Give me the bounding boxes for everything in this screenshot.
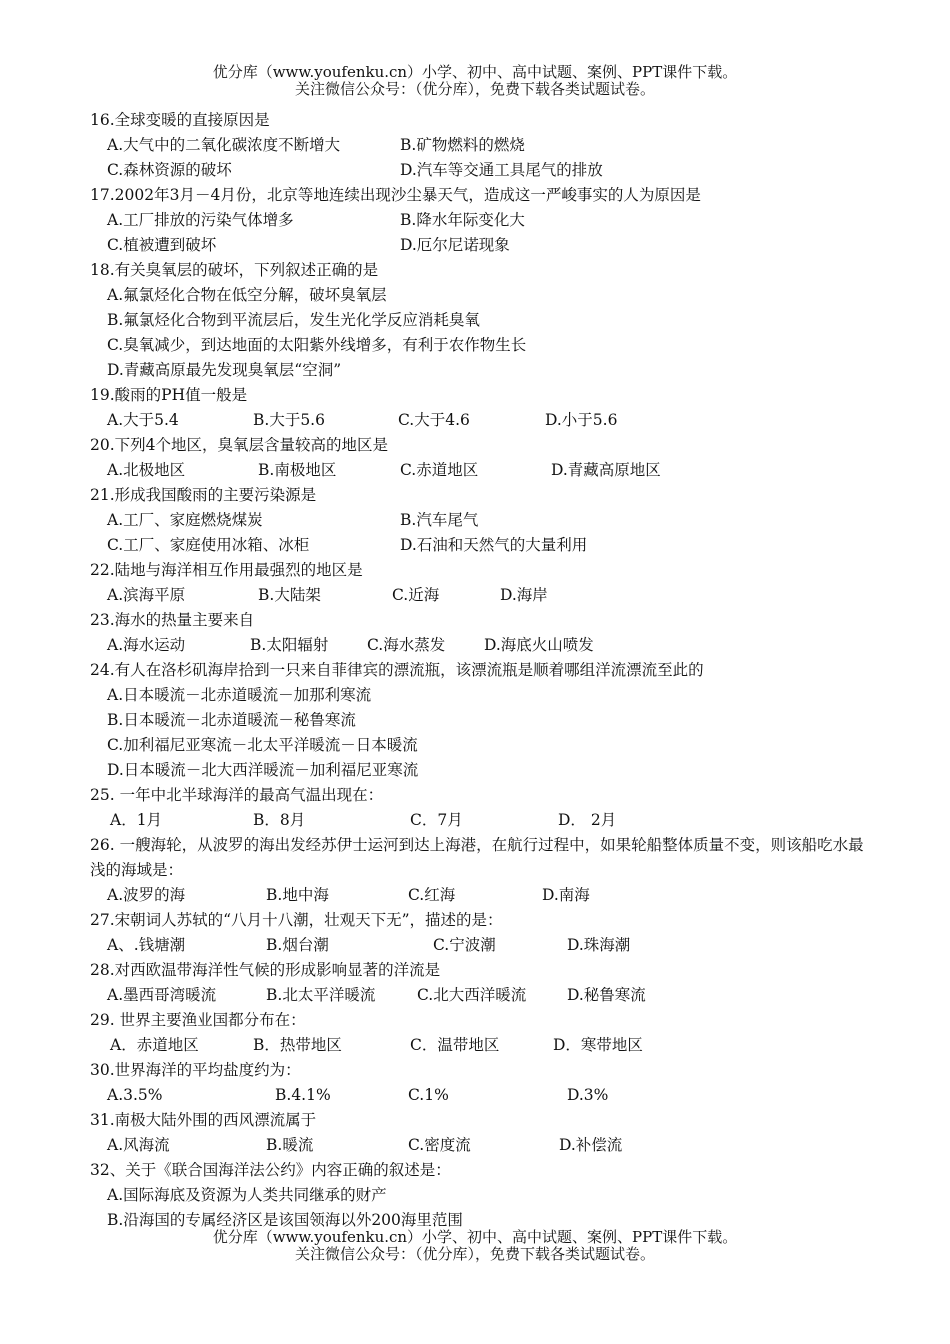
- option: C.赤道地区: [400, 461, 479, 479]
- option: B.北太平洋暖流: [266, 986, 376, 1004]
- option: D.秘鲁寒流: [567, 986, 646, 1004]
- option: A．赤道地区: [110, 1036, 199, 1054]
- option: C.臭氧减少，到达地面的太阳紫外线增多，有利于农作物生长: [107, 336, 527, 354]
- option-row: [90, 583, 870, 608]
- option: A.日本暖流－北赤道暖流－加那利寒流: [107, 686, 372, 704]
- option-row: [90, 1183, 870, 1208]
- footer-line-2: 关注微信公众号：（优分库），免费下载各类试题试卷。: [294, 1245, 655, 1263]
- option-row: [90, 983, 870, 1008]
- header-line-2: 关注微信公众号：（优分库），免费下载各类试题试卷。: [294, 80, 655, 98]
- question-stem: 25. 一年中北半球海洋的最高气温出现在：: [90, 786, 384, 804]
- question-list: [90, 108, 870, 1233]
- option: D.厄尔尼诺现象: [400, 236, 510, 254]
- option: B．热带地区: [253, 1036, 342, 1054]
- option: B.大陆架: [258, 586, 321, 604]
- option: A.北极地区: [107, 461, 186, 479]
- option-row: [90, 683, 870, 708]
- option: C.1%: [408, 1086, 449, 1104]
- option-row: [90, 883, 870, 908]
- option: D.日本暖流－北大西洋暖流－加利福尼亚寒流: [107, 761, 419, 779]
- option-row: [90, 533, 870, 558]
- option-row: [90, 233, 870, 258]
- option: C.红海: [408, 886, 456, 904]
- option: A.风海流: [107, 1136, 170, 1154]
- question-stem: 30.世界海洋的平均盐度约为：: [90, 1061, 301, 1079]
- option: A.墨西哥湾暖流: [107, 986, 217, 1004]
- option: B.氟氯烃化合物到平流层后，发生光化学反应消耗臭氧: [107, 311, 480, 329]
- option: B.南极地区: [258, 461, 337, 479]
- option-row: [90, 158, 870, 183]
- page-header: [0, 64, 950, 98]
- question-stem: 21.形成我国酸雨的主要污染源是: [90, 486, 317, 504]
- question-stem: 29. 世界主要渔业国都分布在：: [90, 1011, 306, 1029]
- option-row: [90, 633, 870, 658]
- option-row: [90, 308, 870, 333]
- question-stem: 27.宋朝词人苏轼的“八月十八潮，壮观天下无”，描述的是：: [90, 911, 503, 929]
- question-stem: 17.2002年3月－4月份，北京等地连续出现沙尘暴天气，造成这一严峻事实的人为原因是: [90, 186, 701, 204]
- option-row: [90, 358, 870, 383]
- question-stem: 22.陆地与海洋相互作用最强烈的地区是: [90, 561, 363, 579]
- option: D.珠海潮: [567, 936, 631, 954]
- option: B.沿海国的专属经济区是该国领海以外200海里范围: [107, 1211, 463, 1229]
- option: A.工厂排放的污染气体增多: [107, 211, 294, 229]
- option: C.密度流: [408, 1136, 471, 1154]
- option: D.海底火山喷发: [484, 636, 594, 654]
- option: B.暖流: [266, 1136, 314, 1154]
- option: B.太阳辐射: [250, 636, 329, 654]
- header-line-1: 优分库（www.youfenku.cn）小学、初中、高中试题、案例、PPT课件下载。: [212, 63, 738, 81]
- option: C.近海: [392, 586, 440, 604]
- option: B.烟台潮: [266, 936, 329, 954]
- option-row: [90, 333, 870, 358]
- option-row: [90, 933, 870, 958]
- option: B.汽车尾气: [400, 511, 479, 529]
- question-stem: 16.全球变暖的直接原因是: [90, 111, 270, 129]
- option-row: [90, 808, 870, 833]
- option: A.氟氯烃化合物在低空分解，破坏臭氧层: [107, 286, 387, 304]
- option: C．温带地区: [410, 1036, 500, 1054]
- option: C.加利福尼亚寒流－北太平洋暖流－日本暖流: [107, 736, 418, 754]
- option-row: [90, 1033, 870, 1058]
- option: B.4.1%: [275, 1086, 331, 1104]
- question-stem: 32、关于《联合国海洋法公约》内容正确的叙述是：: [90, 1161, 451, 1179]
- option: D.石油和天然气的大量利用: [400, 536, 588, 554]
- option: C.海水蒸发: [367, 636, 446, 654]
- option: D.海岸: [500, 586, 548, 604]
- option-row: [90, 1083, 870, 1108]
- option: A.国际海底及资源为人类共同继承的财产: [107, 1186, 387, 1204]
- page-footer: [0, 1229, 950, 1263]
- question-stem: 26. 一艘海轮，从波罗的海出发经苏伊士运河到达上海港，在航行过程中，如果轮船整体质量不变，则该船吃水最浅的海域是：: [90, 836, 864, 879]
- option: A.3.5%: [107, 1086, 163, 1104]
- option: C.宁波潮: [433, 936, 496, 954]
- question-stem: 20.下列4个地区，臭氧层含量较高的地区是: [90, 436, 389, 454]
- option: C．7月: [410, 811, 463, 829]
- option: B.地中海: [266, 886, 329, 904]
- option-row: [90, 208, 870, 233]
- option: C.森林资源的破坏: [107, 161, 232, 179]
- option-row: [90, 708, 870, 733]
- option: D.3%: [567, 1086, 609, 1104]
- option-row: [90, 408, 870, 433]
- option-row: [90, 458, 870, 483]
- option-row: [90, 283, 870, 308]
- footer-line-1: 优分库（www.youfenku.cn）小学、初中、高中试题、案例、PPT课件下载。: [212, 1228, 738, 1246]
- option: A、.钱塘潮: [107, 936, 186, 954]
- option: C.大于4.6: [398, 411, 470, 429]
- question-stem: 23.海水的热量主要来自: [90, 611, 255, 629]
- option: A.滨海平原: [107, 586, 186, 604]
- option-row: [90, 508, 870, 533]
- question-stem: 31.南极大陆外围的西风漂流属于: [90, 1111, 317, 1129]
- option: C.北大西洋暖流: [417, 986, 527, 1004]
- question-stem: 18.有关臭氧层的破坏，下列叙述正确的是: [90, 261, 379, 279]
- option: B.矿物燃料的燃烧: [400, 136, 525, 154]
- option: C.工厂、家庭使用冰箱、冰柜: [107, 536, 310, 554]
- option: A.大于5.4: [107, 411, 179, 429]
- option-row: [90, 133, 870, 158]
- question-stem: 24.有人在洛杉矶海岸拾到一只来自菲律宾的漂流瓶，该漂流瓶是顺着哪组洋流漂流至此的: [90, 661, 704, 679]
- option: D.青藏高原地区: [551, 461, 661, 479]
- option: D.南海: [542, 886, 590, 904]
- option: B.日本暖流－北赤道暖流－秘鲁寒流: [107, 711, 356, 729]
- option: A．1月: [110, 811, 163, 829]
- option: B.大于5.6: [253, 411, 325, 429]
- question-stem: 19.酸雨的PH值一般是: [90, 386, 248, 404]
- option: D.汽车等交通工具尾气的排放: [400, 161, 603, 179]
- option-row: [90, 758, 870, 783]
- option: B.降水年际变化大: [400, 211, 525, 229]
- option: A.工厂、家庭燃烧煤炭: [107, 511, 263, 529]
- option: D.补偿流: [559, 1136, 623, 1154]
- option: D.青藏高原最先发现臭氧层“空洞”: [107, 361, 342, 379]
- option: A.大气中的二氧化碳浓度不断增大: [107, 136, 341, 154]
- option-row: [90, 733, 870, 758]
- option: C.植被遭到破坏: [107, 236, 217, 254]
- option: A.海水运动: [107, 636, 186, 654]
- option: D．寒带地区: [553, 1036, 643, 1054]
- option: A.波罗的海: [107, 886, 186, 904]
- option: D． 2月: [558, 811, 617, 829]
- question-stem: 28.对西欧温带海洋性气候的形成影响显著的洋流是: [90, 961, 441, 979]
- option: D.小于5.6: [545, 411, 618, 429]
- option-row: [90, 1133, 870, 1158]
- option: B．8月: [253, 811, 306, 829]
